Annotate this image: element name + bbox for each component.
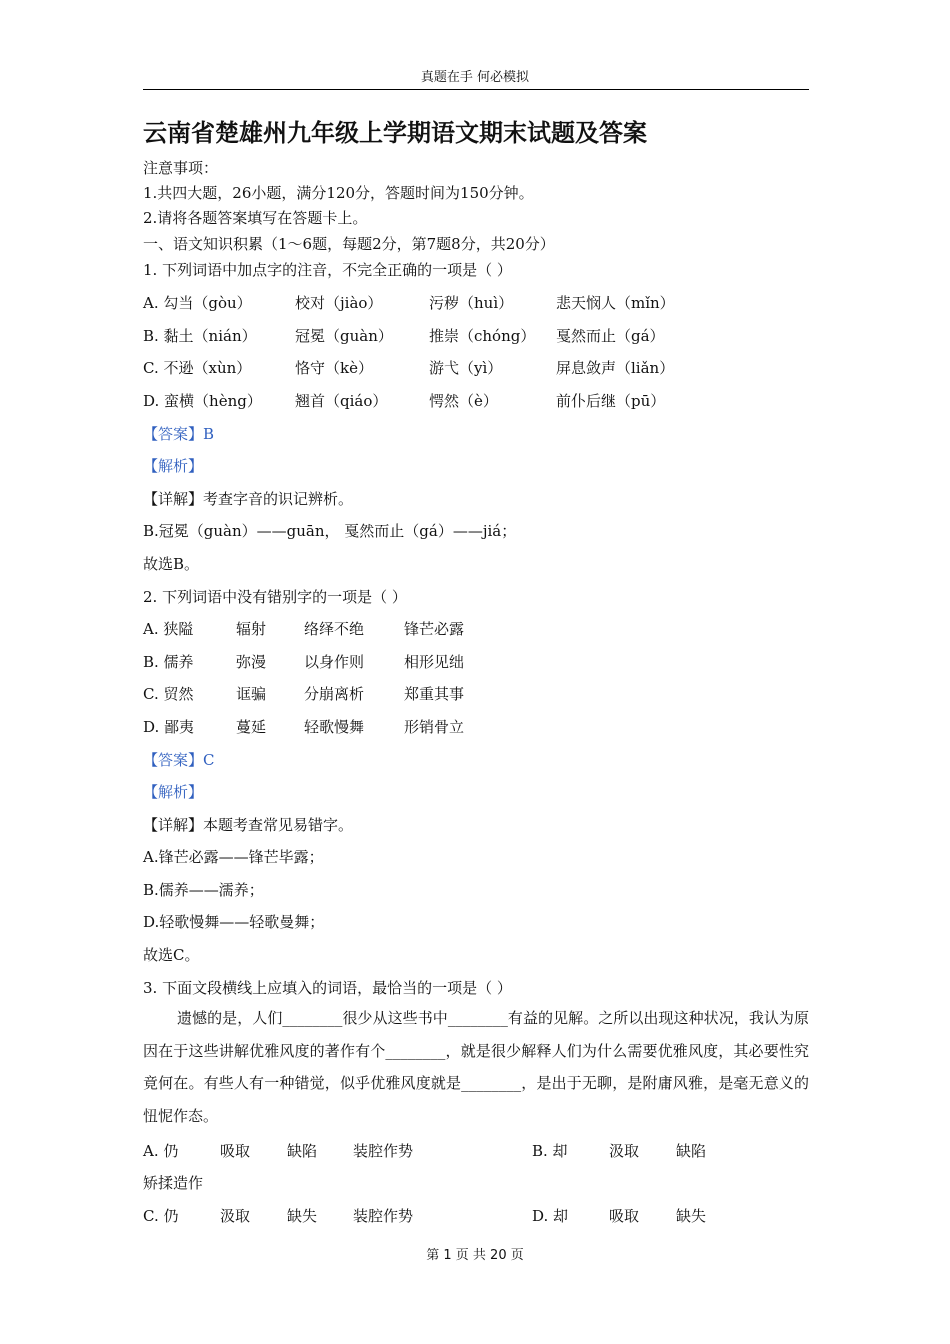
option-a-word: 辐射 bbox=[236, 620, 267, 638]
detail-text: 【详解】本题考查常见易错字。 bbox=[143, 816, 354, 834]
section-heading: 一、语文知识积累（1～6题，每题2分，第7题8分，共20分） bbox=[143, 235, 555, 253]
explanation-line: D.轻歌慢舞——轻歌曼舞； bbox=[143, 913, 325, 931]
option-d: D. 蛮横（hèng） bbox=[143, 392, 262, 410]
option-b-word: 戛然而止（gá） bbox=[556, 327, 665, 345]
option-b-word: 弥漫 bbox=[236, 653, 267, 671]
option-d-word: 缺失 bbox=[676, 1207, 707, 1225]
option-a-word: 悲天悯人（mǐn） bbox=[556, 294, 675, 312]
option-a-word: 络绎不绝 bbox=[304, 620, 365, 638]
notice-item: 2.请将各题答案填写在答题卡上。 bbox=[143, 209, 368, 227]
option-b: B. 却 bbox=[532, 1142, 568, 1160]
option-b: B. 儒养 bbox=[143, 653, 194, 671]
option-c-word: 郑重其事 bbox=[404, 685, 465, 703]
option-a-word: 吸取 bbox=[220, 1142, 251, 1160]
question-1-stem: 1. 下列词语中加点字的注音，不完全正确的一项是（ ） bbox=[143, 261, 512, 279]
option-d-word: 蔓延 bbox=[236, 718, 267, 736]
header-rule bbox=[143, 89, 809, 90]
analysis-label: 【解析】 bbox=[143, 783, 204, 801]
option-c-word: 游弋（yì） bbox=[429, 359, 503, 377]
option-a-word: 装腔作势 bbox=[353, 1142, 414, 1160]
option-c-word: 分崩离析 bbox=[304, 685, 365, 703]
option-d-word: 吸取 bbox=[609, 1207, 640, 1225]
option-c-word: 缺失 bbox=[287, 1207, 318, 1225]
question-3-passage: 遗憾的是，人们________很少从这些书中________有益的见解。之所以出现这种状况，我认为原因在于这些讲解优雅风度的著作有个________，就是很少解释人们为什么需要优雅风度，其必要性究竟何在。有些人有一种错觉，似乎优雅风度就是________，是出于无聊，是附庸风雅，是毫无意义的忸怩作态。 bbox=[143, 1009, 809, 1125]
explanation-line: A.锋芒必露——锋芒毕露； bbox=[143, 848, 324, 866]
analysis-label: 【解析】 bbox=[143, 457, 204, 475]
option-b-word: 缺陷 bbox=[676, 1142, 707, 1160]
notice-heading: 注意事项： bbox=[143, 159, 219, 177]
option-a-word: 缺陷 bbox=[287, 1142, 318, 1160]
explanation-line: B.冠冕（guàn）——guān， 戛然而止（gá）——jiá； bbox=[143, 522, 517, 540]
page-footer: 第 1 页 共 20 页 bbox=[426, 1248, 524, 1263]
option-c: C. 仍 bbox=[143, 1207, 179, 1225]
answer-label: 【答案】C bbox=[143, 751, 215, 769]
question-3-stem: 3. 下面文段横线上应填入的词语，最恰当的一项是（ ） bbox=[143, 979, 512, 997]
explanation-line: 故选C。 bbox=[143, 946, 200, 964]
option-b-word: 相形见绌 bbox=[404, 653, 465, 671]
option-c: C. 不逊（xùn） bbox=[143, 359, 252, 377]
option-b-word: 汲取 bbox=[609, 1142, 640, 1160]
question-2-stem: 2. 下列词语中没有错别字的一项是（ ） bbox=[143, 588, 407, 606]
option-a: A. 勾当（gòu） bbox=[143, 294, 252, 312]
option-d-word: 愕然（è） bbox=[429, 392, 498, 410]
option-c-word: 装腔作势 bbox=[353, 1207, 414, 1225]
option-d-word: 轻歌慢舞 bbox=[304, 718, 365, 736]
option-d-word: 翘首（qiáo） bbox=[295, 392, 388, 410]
doc-title: 云南省楚雄州九年级上学期语文期末试题及答案 bbox=[143, 119, 647, 147]
option-a: A. 狭隘 bbox=[143, 620, 194, 638]
explanation-line: 故选B。 bbox=[143, 555, 200, 573]
option-c-word: 屏息敛声（liǎn） bbox=[556, 359, 675, 377]
answer-label: 【答案】B bbox=[143, 425, 215, 443]
option-b-word: 推崇（chóng） bbox=[429, 327, 536, 345]
option-d: D. 鄙夷 bbox=[143, 718, 195, 736]
option-b-word: 冠冕（guàn） bbox=[295, 327, 393, 345]
option-c-word: 诓骗 bbox=[236, 685, 267, 703]
option-a-word: 污秽（huì） bbox=[429, 294, 514, 312]
option-b: B. 黏土（nián） bbox=[143, 327, 257, 345]
option-a-word: 锋芒必露 bbox=[404, 620, 465, 638]
option-d-word: 形销骨立 bbox=[404, 718, 465, 736]
option-d: D. 却 bbox=[532, 1207, 569, 1225]
option-a-word: 校对（jiào） bbox=[295, 294, 383, 312]
option-b-word: 矫揉造作 bbox=[143, 1174, 204, 1192]
option-a: A. 仍 bbox=[143, 1142, 179, 1160]
option-b-word: 以身作则 bbox=[304, 653, 365, 671]
option-c-word: 汲取 bbox=[220, 1207, 251, 1225]
page-header: 真题在手 何必模拟 bbox=[420, 70, 530, 85]
option-c-word: 恪守（kè） bbox=[295, 359, 373, 377]
notice-item: 1.共四大题，26小题，满分120分，答题时间为150分钟。 bbox=[143, 184, 534, 202]
explanation-line: B.儒养——濡养； bbox=[143, 881, 264, 899]
detail-text: 【详解】考查字音的识记辨析。 bbox=[143, 490, 354, 508]
option-c: C. 贸然 bbox=[143, 685, 194, 703]
option-d-word: 前仆后继（pū） bbox=[556, 392, 666, 410]
